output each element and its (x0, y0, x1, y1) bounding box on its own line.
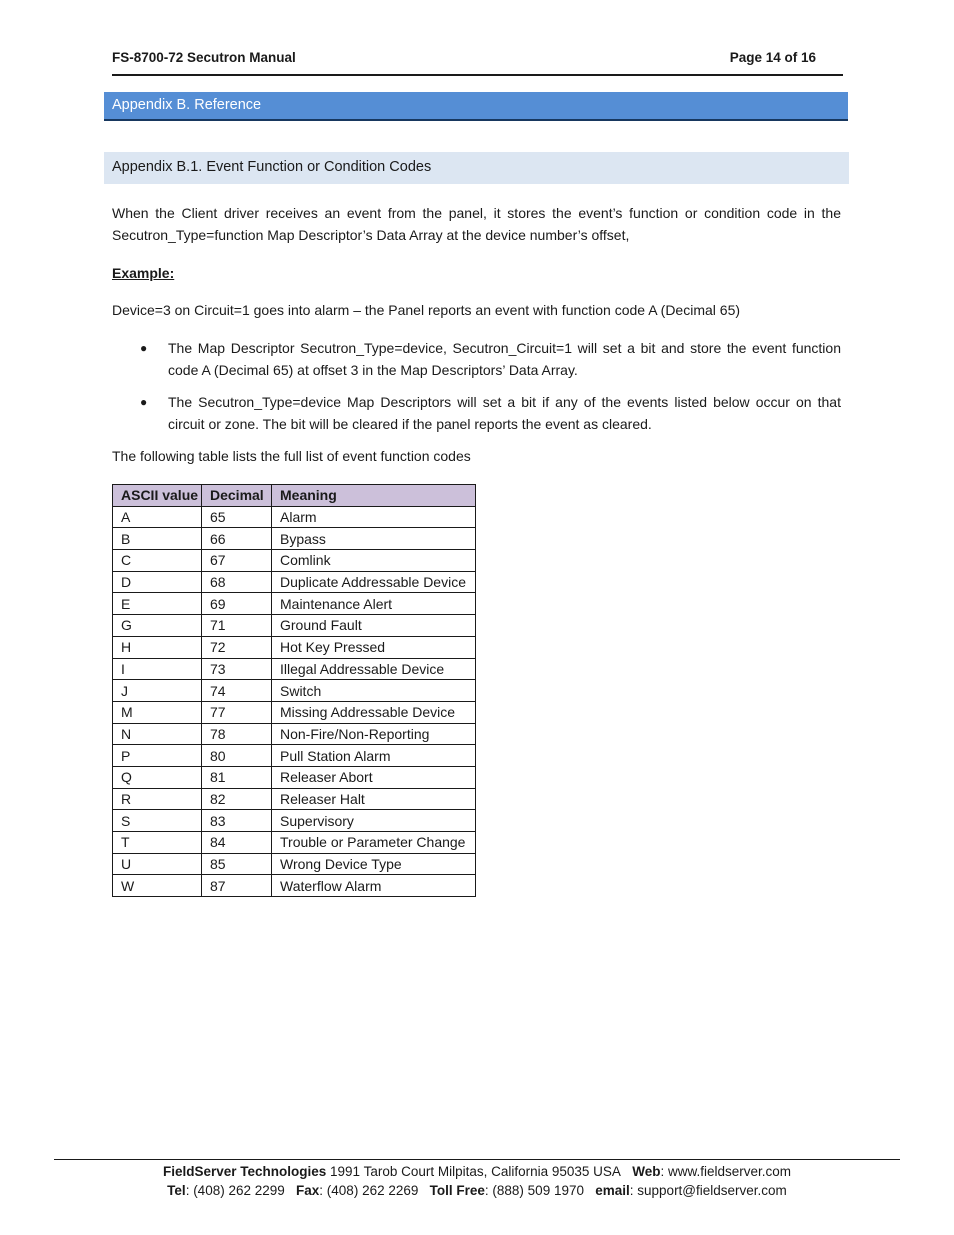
cell-meaning: Illegal Addressable Device (272, 658, 476, 680)
cell-decimal: 68 (202, 571, 272, 593)
bullet-text: The Map Descriptor Secutron_Type=device, Secutron_Circuit=1 will set a bit and store the event function code A (Decimal 65) at offset 3 in the Map Descriptors’ Data Array. (168, 340, 841, 378)
table-row (113, 723, 476, 745)
cell-decimal: 66 (202, 528, 272, 550)
cell-decimal: 81 (202, 766, 272, 788)
table-row (113, 528, 476, 550)
cell-ascii: R (113, 788, 202, 810)
example-label: Example: (112, 265, 175, 281)
table-row (113, 615, 476, 637)
table-row (113, 875, 476, 897)
cell-ascii: S (113, 810, 202, 832)
cell-meaning: Wrong Device Type (272, 853, 476, 875)
table-row (113, 593, 476, 615)
cell-ascii: B (113, 528, 202, 550)
cell-ascii: M (113, 701, 202, 723)
cell-meaning: Waterflow Alarm (272, 875, 476, 897)
cell-decimal: 83 (202, 810, 272, 832)
cell-decimal: 77 (202, 701, 272, 723)
footer-company: FieldServer Technologies (162, 1164, 327, 1179)
table-row (113, 788, 476, 810)
cell-decimal: 87 (202, 875, 272, 897)
cell-decimal: 80 (202, 745, 272, 767)
cell-meaning: Bypass (272, 528, 476, 550)
cell-ascii: P (113, 745, 202, 767)
page-footer (54, 1162, 900, 1200)
cell-decimal: 69 (202, 593, 272, 615)
table-intro: The following table lists the full list of event function codes (112, 448, 471, 464)
event-codes-table (112, 484, 476, 897)
cell-ascii: G (113, 615, 202, 637)
cell-ascii: J (113, 680, 202, 702)
footer-divider (54, 1159, 900, 1160)
cell-meaning: Alarm (272, 506, 476, 528)
footer-line-1 (54, 1162, 900, 1181)
cell-meaning: Maintenance Alert (272, 593, 476, 615)
cell-meaning: Releaser Abort (272, 766, 476, 788)
appendix-heading: Appendix B. Reference (104, 92, 848, 121)
cell-ascii: E (113, 593, 202, 615)
table-row (113, 745, 476, 767)
cell-meaning: Supervisory (272, 810, 476, 832)
bullet-icon: ● (140, 395, 148, 409)
table-body (113, 506, 476, 896)
cell-ascii: C (113, 550, 202, 572)
cell-meaning: Non-Fire/Non-Reporting (272, 723, 476, 745)
table-row (113, 658, 476, 680)
cell-meaning: Switch (272, 680, 476, 702)
page-header (112, 50, 843, 76)
cell-decimal: 85 (202, 853, 272, 875)
cell-ascii: H (113, 636, 202, 658)
cell-decimal: 74 (202, 680, 272, 702)
bullet-text: The Secutron_Type=device Map Descriptors will set a bit if any of the events listed below occur on that circuit or zone. The bit will be cleared if the panel reports the event as cleared. (168, 394, 841, 432)
column-header-decimal: Decimal (202, 485, 272, 507)
cell-meaning: Missing Addressable Device (272, 701, 476, 723)
cell-decimal: 78 (202, 723, 272, 745)
section-heading: Appendix B.1. Event Function or Condition Codes (104, 152, 849, 184)
table-row (113, 701, 476, 723)
cell-meaning: Releaser Halt (272, 788, 476, 810)
cell-meaning: Hot Key Pressed (272, 636, 476, 658)
cell-decimal: 84 (202, 832, 272, 854)
cell-ascii: N (113, 723, 202, 745)
cell-decimal: 82 (202, 788, 272, 810)
cell-meaning: Ground Fault (272, 615, 476, 637)
example-label-line (112, 262, 841, 284)
table-row (113, 853, 476, 875)
cell-ascii: T (113, 832, 202, 854)
footer-tollfree-label: Toll Free (429, 1183, 485, 1198)
document-title: FS-8700-72 Secutron Manual (112, 50, 296, 65)
cell-ascii: D (113, 571, 202, 593)
cell-decimal: 73 (202, 658, 272, 680)
cell-decimal: 72 (202, 636, 272, 658)
table-row (113, 636, 476, 658)
footer-tollfree: : (888) 509 1970 (484, 1183, 584, 1198)
cell-ascii: Q (113, 766, 202, 788)
footer-fax: : (408) 262 2269 (319, 1183, 419, 1198)
footer-email: : support@fieldserver.com (629, 1183, 787, 1198)
footer-web-label: Web (632, 1164, 661, 1179)
intro-paragraph: When the Client driver receives an event from the panel, it stores the event’s function or condition code in the Secutron_Type=function Map Descriptor’s Data Array at the device number’s offset, (112, 205, 841, 243)
table-row (113, 810, 476, 832)
column-header-ascii: ASCII value (113, 485, 202, 507)
table-header-row (113, 485, 476, 507)
bullet-icon: ● (140, 341, 148, 355)
footer-tel: : (408) 262 2299 (185, 1183, 285, 1198)
cell-ascii: A (113, 506, 202, 528)
footer-address: 1991 Tarob Court Milpitas, California 95035 USA (326, 1164, 621, 1179)
cell-ascii: U (113, 853, 202, 875)
cell-meaning: Pull Station Alarm (272, 745, 476, 767)
footer-web: : www.fieldserver.com (660, 1164, 792, 1179)
footer-line-2 (54, 1181, 900, 1200)
table-row (113, 832, 476, 854)
table-row (113, 571, 476, 593)
cell-decimal: 71 (202, 615, 272, 637)
page-number: Page 14 of 16 (729, 50, 816, 65)
footer-email-label: email (595, 1183, 630, 1198)
cell-ascii: I (113, 658, 202, 680)
table-row (113, 506, 476, 528)
table-row (113, 766, 476, 788)
cell-ascii: W (113, 875, 202, 897)
footer-tel-label: Tel (167, 1183, 186, 1198)
cell-meaning: Comlink (272, 550, 476, 572)
column-header-meaning: Meaning (272, 485, 476, 507)
example-text: Device=3 on Circuit=1 goes into alarm – the Panel reports an event with function code A (Decimal 65) (112, 302, 741, 318)
table-row (113, 680, 476, 702)
cell-decimal: 67 (202, 550, 272, 572)
table-row (113, 550, 476, 572)
cell-meaning: Trouble or Parameter Change (272, 832, 476, 854)
cell-meaning: Duplicate Addressable Device (272, 571, 476, 593)
footer-fax-label: Fax (296, 1183, 320, 1198)
cell-decimal: 65 (202, 506, 272, 528)
